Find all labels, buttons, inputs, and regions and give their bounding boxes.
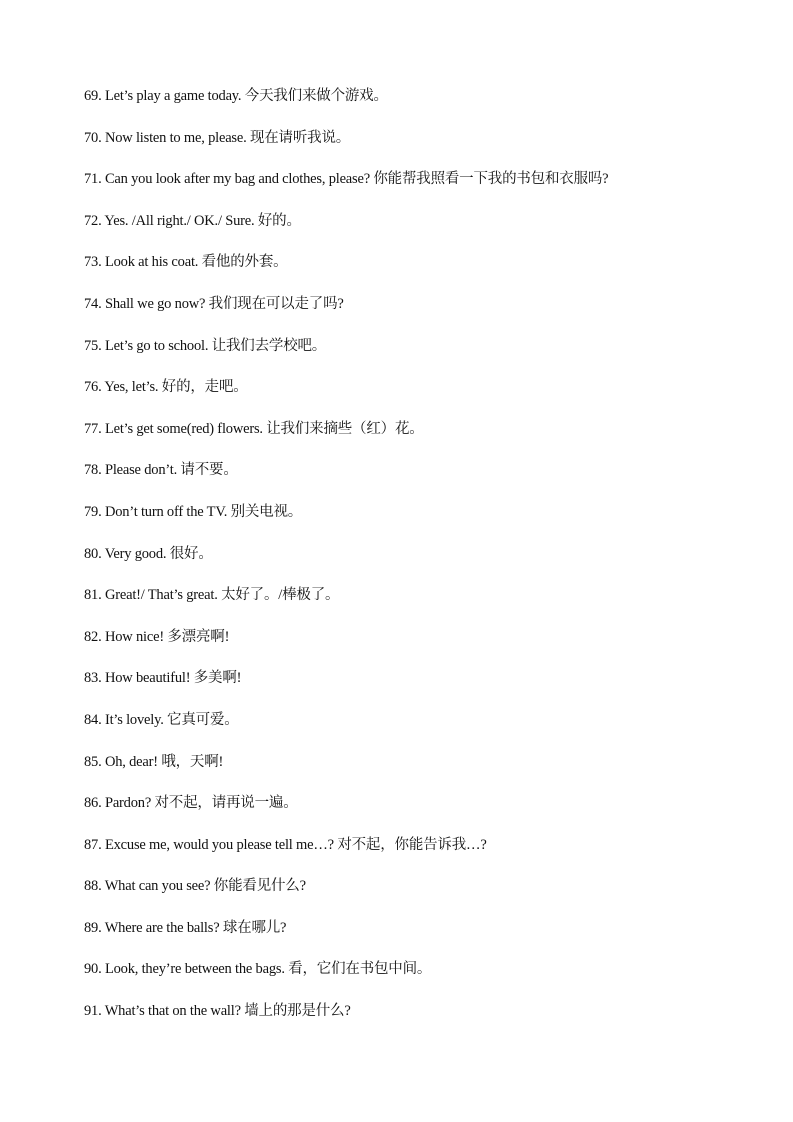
list-item: 71. Can you look after my bag and clothes, please? 你能帮我照看一下我的书包和衣服吗? [84, 171, 609, 188]
list-item: 83. How beautiful! 多美啊! [84, 670, 242, 687]
list-item: 72. Yes. /All right./ OK./ Sure. 好的。 [84, 212, 301, 229]
list-item: 84. It’s lovely. 它真可爱。 [84, 711, 239, 728]
list-item: 78. Please don’t. 请不要。 [84, 462, 238, 479]
list-item: 70. Now listen to me, please. 现在请听我说。 [84, 129, 351, 146]
phrase-list [84, 84, 764, 1041]
list-item: 74. Shall we go now? 我们现在可以走了吗? [84, 295, 344, 312]
list-item: 87. Excuse me, would you please tell me…? 对不起，你能告诉我…? [84, 836, 487, 853]
list-item: 77. Let’s get some(red) flowers. 让我们来摘些（红）花。 [84, 420, 424, 437]
list-item: 91. What’s that on the wall? 墙上的那是什么? [84, 1003, 351, 1020]
list-item: 88. What can you see? 你能看见什么? [84, 878, 306, 895]
list-item: 89. Where are the balls? 球在哪儿? [84, 919, 287, 936]
list-item: 69. Let’s play a game today. 今天我们来做个游戏。 [84, 88, 388, 104]
list-item: 85. Oh, dear! 哦，天啊! [84, 753, 224, 770]
list-item: 90. Look, they’re between the bags. 看，它们在书包中间。 [84, 961, 432, 978]
list-item: 76. Yes, let’s. 好的，走吧。 [84, 379, 248, 396]
list-item: 79. Don’t turn off the TV. 别关电视。 [84, 503, 303, 520]
list-item: 75. Let’s go to school. 让我们去学校吧。 [84, 337, 327, 354]
list-item: 81. Great!/ That’s great. 太好了。/棒极了。 [84, 587, 340, 604]
list-item: 82. How nice! 多漂亮啊! [84, 628, 230, 645]
list-item: 86. Pardon? 对不起，请再说一遍。 [84, 795, 298, 812]
list-item: 73. Look at his coat. 看他的外套。 [84, 254, 288, 271]
list-item: 80. Very good. 很好。 [84, 545, 213, 562]
